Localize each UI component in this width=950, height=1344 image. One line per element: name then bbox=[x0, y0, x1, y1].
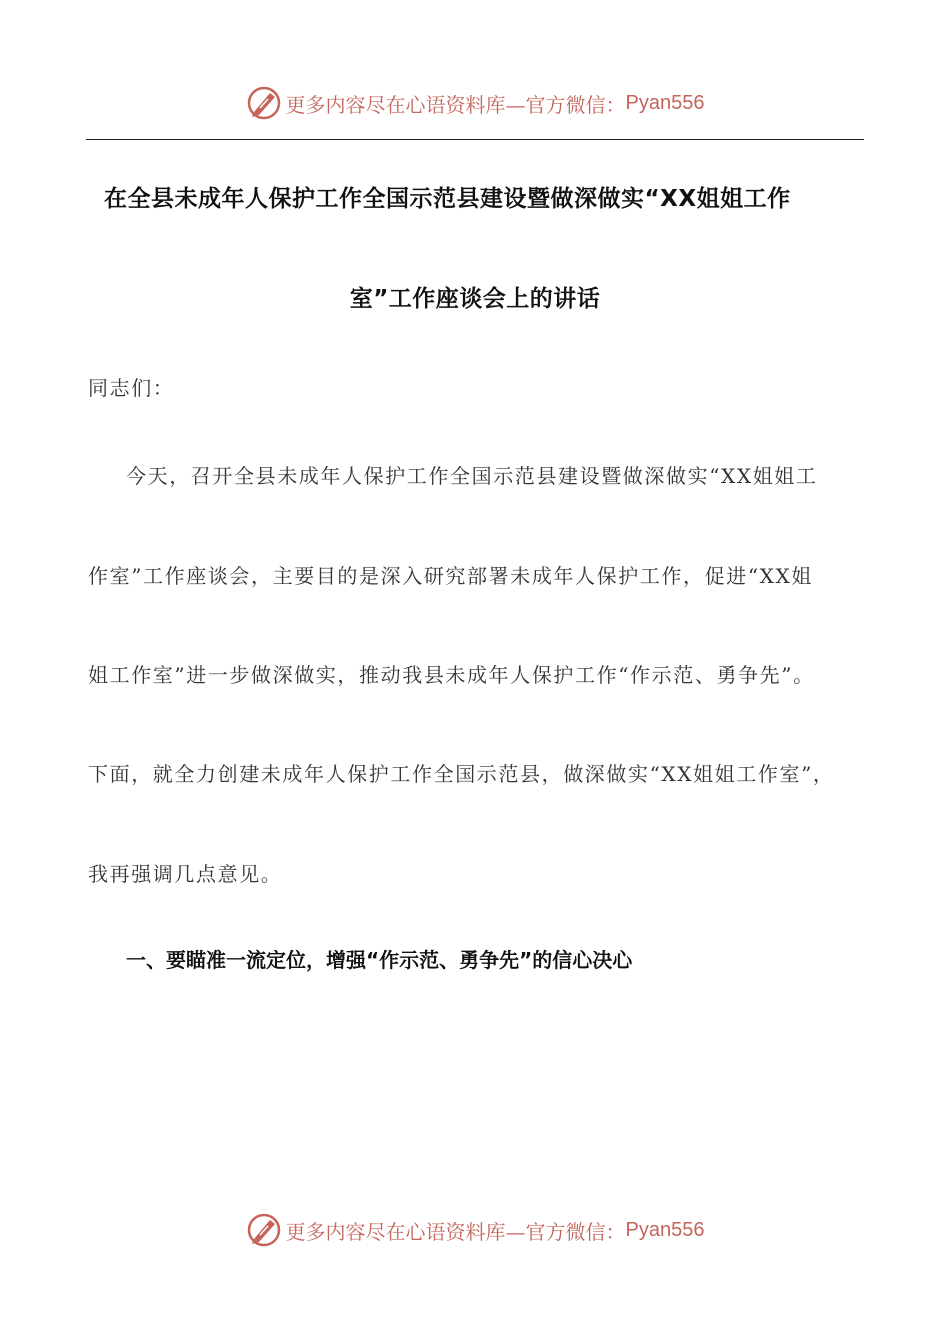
greeting: 同志们： bbox=[88, 376, 175, 400]
pen-nib-circle-icon bbox=[246, 1212, 282, 1248]
header-divider bbox=[86, 139, 864, 140]
banner-brand-text: 更多内容尽在心语资料库—官方微信： bbox=[285, 1219, 626, 1244]
paragraph-line: 我再强调几点意见。 bbox=[88, 862, 283, 886]
banner-wechat-id: Pyan556 bbox=[625, 91, 705, 114]
paragraph-line: 下面，就全力创建未成年人保护工作全国示范县，做深做实“XX姐姐工作室”， bbox=[88, 762, 835, 786]
section-heading: 一、要瞄准一流定位，增强“作示范、勇争先”的信心决心 bbox=[126, 948, 633, 972]
banner-brand-text: 更多内容尽在心语资料库—官方微信： bbox=[285, 92, 626, 117]
paragraph-line: 作室”工作座谈会，主要目的是深入研究部署未成年人保护工作，促进“XX姐 bbox=[88, 564, 813, 588]
document-title-line-1: 在全县未成年人保护工作全国示范县建设暨做深做实“XX姐姐工作 bbox=[104, 186, 791, 212]
paragraph-line: 今天，召开全县未成年人保护工作全国示范县建设暨做深做实“XX姐姐工 bbox=[126, 464, 818, 488]
paragraph-line: 姐工作室”进一步做深做实，推动我县未成年人保护工作“作示范、勇争先”。 bbox=[88, 663, 815, 687]
document-title-line-2: 室”工作座谈会上的讲话 bbox=[349, 286, 601, 312]
banner-wechat-id: Pyan556 bbox=[625, 1218, 705, 1241]
header-banner bbox=[0, 83, 950, 123]
pen-nib-circle-icon bbox=[246, 85, 282, 121]
footer-banner bbox=[0, 1210, 950, 1250]
